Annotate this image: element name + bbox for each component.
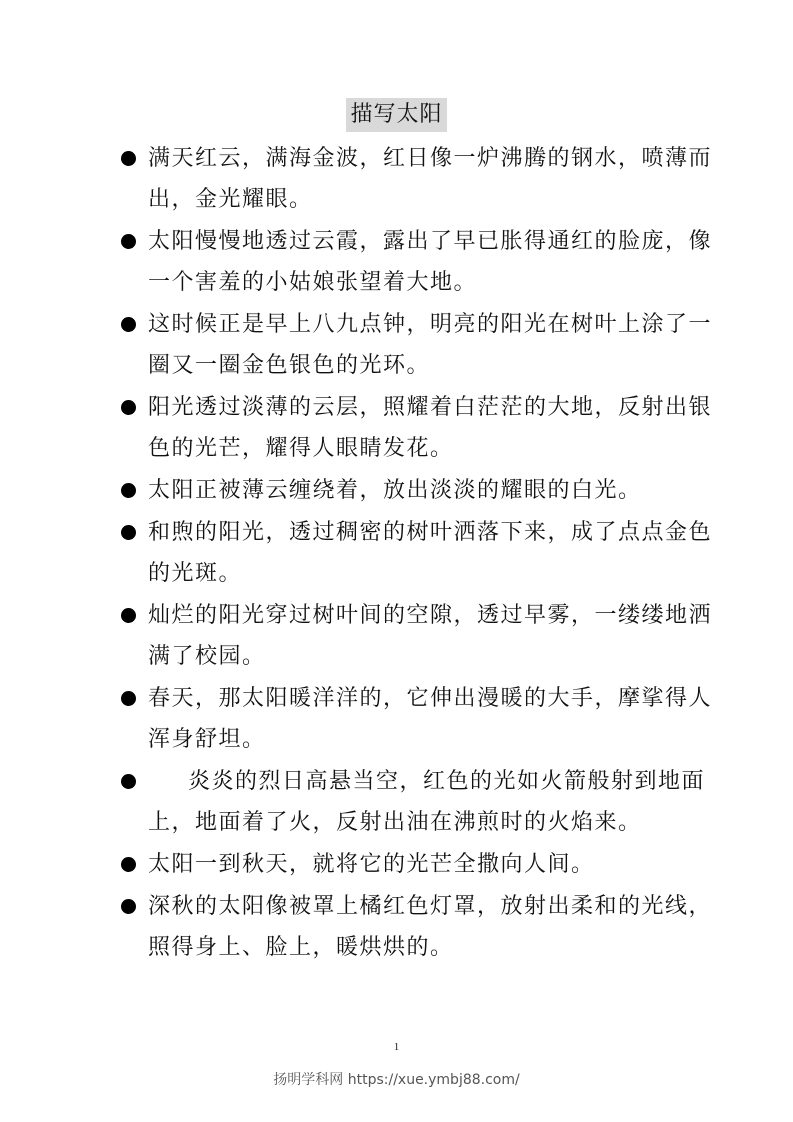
- list-item-text: 灿烂的阳光穿过树叶间的空隙，透过早雾，一缕缕地洒满了校园。: [148, 603, 713, 669]
- page-title: 描写太阳: [346, 98, 446, 132]
- list-item: [118, 844, 718, 885]
- bullet-icon: [121, 608, 136, 623]
- sentence-list: [118, 138, 718, 969]
- bullet-icon: [121, 400, 136, 415]
- list-item: [118, 512, 718, 594]
- list-item: [118, 678, 718, 760]
- list-item-text: 春天，那太阳暖洋洋的，它伸出漫暖的大手，摩挲得人浑身舒坦。: [148, 686, 713, 752]
- bullet-icon: [121, 857, 136, 872]
- list-item: [118, 886, 718, 968]
- bullet-icon: [121, 483, 136, 498]
- list-item: [118, 470, 718, 511]
- list-item-text: 太阳正被薄云缠绕着，放出淡淡的耀眼的白光。: [148, 478, 642, 503]
- bullet-icon: [121, 317, 136, 332]
- bullet-icon: [121, 234, 136, 249]
- bullet-icon: [121, 151, 136, 166]
- bullet-icon: [121, 774, 136, 789]
- bullet-icon: [121, 691, 136, 706]
- footer-text: 扬明学科网 https://xue.ymbj88.com/: [273, 1072, 520, 1088]
- bullet-icon: [121, 899, 136, 914]
- list-item: [118, 304, 718, 386]
- list-item-text: 深秋的太阳像被罩上橘红色灯罩，放射出柔和的光线，照得身上、脸上，暖烘烘的。: [148, 894, 713, 960]
- list-item-text: 满天红云，满海金波，红日像一炉沸腾的钢水，喷薄而出，金光耀眼。: [148, 146, 713, 212]
- list-item-text: 炎炎的烈日高悬当空，红色的光如火箭般射到地面上，地面着了火，反射出油在沸煎时的火焰来。: [148, 769, 706, 835]
- list-item-text: 和煦的阳光，透过稠密的树叶洒落下来，成了点点金色的光斑。: [148, 520, 713, 586]
- list-item: [118, 387, 718, 469]
- list-item: [118, 761, 718, 843]
- bullet-icon: [121, 525, 136, 540]
- list-item-text: 太阳一到秋天，就将它的光芒全撒向人间。: [148, 852, 595, 877]
- list-item: [118, 138, 718, 220]
- list-item: [118, 595, 718, 677]
- page-number: 1: [393, 1041, 400, 1053]
- list-item-text: 这时候正是早上八九点钟，明亮的阳光在树叶上涂了一圈又一圈金色银色的光环。: [148, 312, 713, 378]
- list-item-text: 阳光透过淡薄的云层，照耀着白茫茫的大地，反射出银色的光芒，耀得人眼睛发花。: [148, 395, 713, 461]
- list-item-text: 太阳慢慢地透过云霞，露出了早已胀得通红的脸庞，像一个害羞的小姑娘张望着大地。: [148, 229, 713, 295]
- title-container: [0, 98, 793, 132]
- list-item: [118, 221, 718, 303]
